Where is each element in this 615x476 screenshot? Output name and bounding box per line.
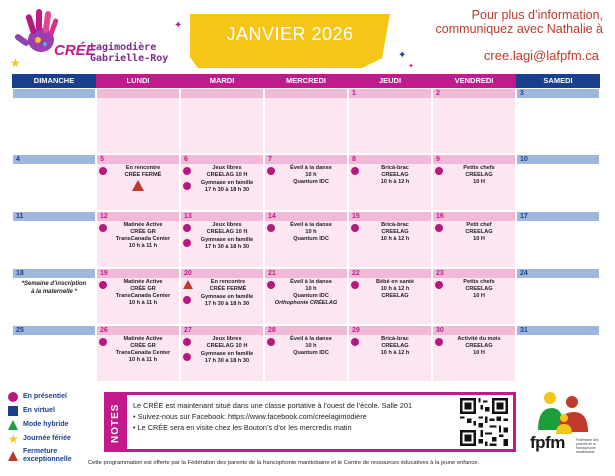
legend-item bbox=[8, 446, 100, 466]
event-line: Petits chefs bbox=[463, 279, 495, 285]
legend-item bbox=[8, 390, 100, 404]
event-line: CRÉE FERMÉ bbox=[124, 172, 162, 178]
day-number: 15 bbox=[349, 212, 431, 221]
in-person-icon bbox=[435, 338, 443, 346]
in-person-icon bbox=[99, 224, 107, 232]
in-person-icon bbox=[183, 296, 191, 304]
day-cell bbox=[180, 325, 264, 382]
notes-label: NOTES bbox=[107, 395, 127, 449]
event-line: CREELAG bbox=[465, 172, 493, 178]
day-number: 28 bbox=[265, 326, 347, 335]
event-line: CRÉE GR bbox=[130, 286, 156, 292]
event bbox=[97, 278, 179, 307]
day-cell bbox=[516, 211, 600, 268]
in-person-icon bbox=[267, 281, 275, 289]
event-line: Quantum IDC bbox=[293, 293, 329, 299]
day-number: 9 bbox=[433, 155, 515, 164]
event-line: Gymnase en famille bbox=[200, 351, 254, 357]
legend-label: Fermeture exceptionnelle bbox=[23, 448, 72, 463]
in-person-icon bbox=[351, 281, 359, 289]
weekday-header: LUNDI bbox=[96, 74, 180, 88]
day-number: 2 bbox=[433, 89, 515, 98]
weekday-header: VENDREDI bbox=[432, 74, 516, 88]
day-cell bbox=[516, 154, 600, 211]
event bbox=[433, 278, 515, 300]
registration-note: *Semaine d’inscription à la maternelle * bbox=[21, 281, 87, 295]
in-person-icon bbox=[351, 224, 359, 232]
weekday-header: MARDI bbox=[180, 74, 264, 88]
in-person-icon bbox=[183, 338, 191, 346]
event-line: 17 h 30 à 18 h 30 bbox=[204, 358, 250, 364]
closure-alert-icon bbox=[132, 180, 144, 191]
day-number: 11 bbox=[13, 212, 95, 221]
day-cell bbox=[516, 88, 600, 154]
weekday-header-row bbox=[12, 74, 600, 88]
event bbox=[349, 164, 431, 186]
day-number bbox=[265, 89, 347, 98]
day-cell bbox=[432, 154, 516, 211]
contact-line1: Pour plus d’information, bbox=[471, 8, 603, 22]
day-number: 13 bbox=[181, 212, 263, 221]
day-number: 20 bbox=[181, 269, 263, 278]
day-cell bbox=[432, 325, 516, 382]
in-person-icon bbox=[183, 239, 191, 247]
event-line: CREELAG 10 H bbox=[206, 172, 248, 178]
day-number: 18 bbox=[13, 269, 95, 278]
event-line: Bricà-brac bbox=[381, 165, 409, 171]
event-line: 10 h à 12 h bbox=[380, 286, 410, 292]
event-line: Quantum IDC bbox=[293, 350, 329, 356]
logo-school-line2: Gabrielle-Roy bbox=[90, 53, 169, 64]
day-number: 6 bbox=[181, 155, 263, 164]
logo-school-line1: Lagimodière bbox=[90, 42, 157, 53]
day-number: 27 bbox=[181, 326, 263, 335]
day-number: 14 bbox=[265, 212, 347, 221]
event-line: Matinée Active bbox=[123, 222, 163, 228]
event bbox=[97, 221, 179, 250]
calendar-week bbox=[12, 88, 600, 154]
day-cell bbox=[96, 268, 180, 325]
day-cell bbox=[348, 211, 432, 268]
day-cell bbox=[12, 268, 96, 325]
event bbox=[349, 335, 431, 357]
partner-tagline: Fédération des parents de la francophonie manitobaine bbox=[576, 438, 599, 454]
weekday-header: SAMEDI bbox=[516, 74, 600, 88]
calendar-week bbox=[12, 154, 600, 211]
day-cell bbox=[96, 154, 180, 211]
event-line: CREELAG bbox=[381, 293, 409, 299]
event-line: 10 h à 11 h bbox=[128, 243, 158, 249]
day-cell bbox=[264, 325, 348, 382]
sparkle-icon: ✦ bbox=[408, 63, 414, 70]
event-line: Quantum IDC bbox=[293, 236, 329, 242]
event-line: 10 h à 11 h bbox=[128, 357, 158, 363]
legend-label: Journée fériée bbox=[23, 435, 71, 442]
day-cell bbox=[96, 211, 180, 268]
event-line: Bébé en santé bbox=[376, 279, 414, 285]
day-number: 3 bbox=[517, 89, 599, 98]
event-line: Éveil à la danse bbox=[290, 165, 332, 171]
day-cell bbox=[432, 211, 516, 268]
event-line: 10 h bbox=[305, 343, 317, 349]
logo-school-name bbox=[90, 42, 168, 64]
event bbox=[433, 221, 515, 243]
holiday-star-icon: ★ bbox=[8, 432, 19, 446]
day-cell bbox=[264, 154, 348, 211]
event-line: 17 h 30 à 18 h 30 bbox=[204, 187, 250, 193]
event-line: En rencontre bbox=[210, 279, 246, 285]
event bbox=[265, 164, 347, 186]
day-number: 16 bbox=[433, 212, 515, 221]
event-line: TransCanada Center bbox=[115, 350, 171, 356]
day-cell bbox=[12, 154, 96, 211]
qr-code-icon[interactable] bbox=[460, 398, 508, 446]
legend-label: En présentiel bbox=[23, 393, 67, 400]
event-line: TransCanada Center bbox=[115, 293, 171, 299]
event-line: CRÉE GR bbox=[130, 229, 156, 235]
day-cell bbox=[516, 325, 600, 382]
in-person-icon bbox=[8, 392, 18, 402]
day-number: 30 bbox=[433, 326, 515, 335]
event-line: 17 h 30 à 18 h 30 bbox=[204, 244, 250, 250]
virtual-icon bbox=[8, 406, 18, 416]
calendar-week bbox=[12, 211, 600, 268]
day-cell bbox=[180, 88, 264, 154]
day-cell bbox=[348, 88, 432, 154]
day-cell bbox=[516, 268, 600, 325]
event bbox=[181, 278, 263, 293]
day-cell bbox=[96, 88, 180, 154]
event-line: CREELAG bbox=[465, 286, 493, 292]
event-line: Jeux libres bbox=[212, 222, 242, 228]
day-cell bbox=[264, 268, 348, 325]
event-line: TransCanada Center bbox=[115, 236, 171, 242]
event-line: CREELAG bbox=[381, 343, 409, 349]
event-line: En rencontre bbox=[125, 165, 161, 171]
event-line: 10 H bbox=[473, 293, 485, 299]
event-line: 10 H bbox=[473, 179, 485, 185]
star-icon: ★ bbox=[10, 56, 21, 70]
event-line: Gymnase en famille bbox=[200, 180, 254, 186]
event-line: CREELAG bbox=[465, 343, 493, 349]
day-cell bbox=[12, 88, 96, 154]
event bbox=[181, 293, 263, 308]
event-line: Gymnase en famille bbox=[200, 294, 254, 300]
day-cell bbox=[348, 325, 432, 382]
event-line: Jeux libres bbox=[212, 165, 242, 171]
in-person-icon bbox=[351, 338, 359, 346]
day-number bbox=[13, 89, 95, 98]
event bbox=[433, 164, 515, 186]
weekday-header: MERCREDI bbox=[264, 74, 348, 88]
day-number: 8 bbox=[349, 155, 431, 164]
in-person-icon bbox=[435, 167, 443, 175]
event-line: Matinée Active bbox=[123, 279, 163, 285]
notes-box bbox=[104, 392, 516, 452]
event-line: Activité du mois bbox=[457, 336, 501, 342]
in-person-icon bbox=[99, 167, 107, 175]
event-line: 10 h à 12 h bbox=[380, 350, 410, 356]
closure-alert-icon bbox=[8, 451, 18, 461]
day-cell bbox=[12, 325, 96, 382]
day-cell bbox=[180, 154, 264, 211]
month-title: JANVIER 2026 bbox=[226, 24, 354, 44]
event bbox=[181, 179, 263, 194]
event bbox=[265, 278, 347, 300]
day-number: 21 bbox=[265, 269, 347, 278]
notes-content bbox=[133, 400, 463, 433]
in-person-icon bbox=[99, 281, 107, 289]
in-person-icon bbox=[183, 167, 191, 175]
event bbox=[181, 164, 263, 179]
day-cell bbox=[180, 211, 264, 268]
day-number: 31 bbox=[517, 326, 599, 335]
day-number: 23 bbox=[433, 269, 515, 278]
in-person-icon bbox=[435, 224, 443, 232]
event-line: 10 h à 12 h bbox=[380, 179, 410, 185]
legend-label: En virtuel bbox=[23, 407, 55, 414]
event bbox=[265, 335, 347, 357]
contact-email-link[interactable]: cree.lagi@lafpfm.ca bbox=[483, 48, 599, 63]
event-line: CRÉE FERMÉ bbox=[209, 286, 247, 292]
day-cell bbox=[12, 211, 96, 268]
day-number bbox=[181, 89, 263, 98]
event-line: 10 h à 12 h bbox=[380, 236, 410, 242]
day-number: 29 bbox=[349, 326, 431, 335]
in-person-icon bbox=[435, 281, 443, 289]
star-icon: ✦ bbox=[174, 20, 183, 31]
in-person-icon bbox=[183, 353, 191, 361]
contact-info bbox=[383, 8, 603, 36]
in-person-icon bbox=[183, 182, 191, 190]
day-number bbox=[97, 89, 179, 98]
event-line: Bricà-brac bbox=[381, 222, 409, 228]
in-person-icon bbox=[267, 224, 275, 232]
day-cell bbox=[264, 88, 348, 154]
event bbox=[181, 221, 263, 236]
partner-name: fpfm bbox=[530, 433, 565, 452]
event-line: CREELAG 10 H bbox=[206, 343, 248, 349]
day-number: 4 bbox=[13, 155, 95, 164]
event-line: 10 h bbox=[305, 229, 317, 235]
day-cell bbox=[432, 88, 516, 154]
event-line: CREELAG bbox=[381, 229, 409, 235]
event-line: 10 h à 11 h bbox=[128, 300, 158, 306]
event-line: Petit chef bbox=[466, 222, 492, 228]
day-number: 5 bbox=[97, 155, 179, 164]
event-line: Quantum IDC bbox=[293, 179, 329, 185]
day-cell bbox=[432, 268, 516, 325]
event-line: Bricà-brac bbox=[381, 336, 409, 342]
event bbox=[265, 221, 347, 243]
event bbox=[349, 278, 431, 300]
event-line: CREELAG bbox=[465, 229, 493, 235]
event-line: 10 H bbox=[473, 350, 485, 356]
closure-alert-icon bbox=[183, 280, 193, 289]
logo-brand: CRÉE bbox=[54, 42, 96, 59]
legend-item bbox=[8, 418, 100, 432]
event-line: CREELAG bbox=[381, 172, 409, 178]
notes-line: Le CRÉE est maintenant situé dans une classe portative à l’ouest de l’école. Salle 201 bbox=[133, 401, 413, 410]
weekday-header: DIMANCHE bbox=[12, 74, 96, 88]
day-cell bbox=[348, 268, 432, 325]
event-line: 17 h 30 à 18 h 30 bbox=[204, 301, 250, 307]
legend-label: Mode hybride bbox=[23, 421, 69, 428]
day-number: 24 bbox=[517, 269, 599, 278]
in-person-icon bbox=[183, 224, 191, 232]
notes-line-facebook[interactable]: • Suivez-nous sur Facebook: https://www.facebook.com/creelagimodière bbox=[133, 412, 367, 421]
event-line: Éveil à la danse bbox=[290, 336, 332, 342]
event-line: Matinée Active bbox=[123, 336, 163, 342]
legend-item bbox=[8, 432, 100, 446]
day-cell bbox=[180, 268, 264, 325]
event-line: CREELAG 10 H bbox=[206, 229, 248, 235]
event bbox=[97, 335, 179, 364]
notes-line: • Le CRÉE sera en visite chez les Bouton’s d’or les mercredis matin bbox=[133, 423, 352, 432]
event-line: CRÉE GR bbox=[130, 343, 156, 349]
event bbox=[433, 335, 515, 357]
event-line: Éveil à la danse bbox=[290, 222, 332, 228]
day-number: 19 bbox=[97, 269, 179, 278]
day-number: 7 bbox=[265, 155, 347, 164]
day-number: 12 bbox=[97, 212, 179, 221]
event bbox=[181, 335, 263, 350]
in-person-icon bbox=[267, 167, 275, 175]
calendar-week bbox=[12, 325, 600, 382]
in-person-icon bbox=[351, 167, 359, 175]
day-number: 1 bbox=[349, 89, 431, 98]
weekday-header: JEUDI bbox=[348, 74, 432, 88]
sparkle-icon: ✦ bbox=[398, 50, 407, 61]
event bbox=[349, 221, 431, 243]
day-number: 10 bbox=[517, 155, 599, 164]
event-line: Jeux libres bbox=[212, 336, 242, 342]
event-line: 10 h bbox=[305, 172, 317, 178]
day-number: 22 bbox=[349, 269, 431, 278]
day-number: 26 bbox=[97, 326, 179, 335]
hybrid-icon bbox=[8, 420, 18, 430]
day-cell bbox=[348, 154, 432, 211]
cree-logo bbox=[8, 4, 198, 74]
calendar-week bbox=[12, 268, 600, 325]
event bbox=[181, 236, 263, 251]
event-line: Petits chefs bbox=[463, 165, 495, 171]
day-cell bbox=[96, 325, 180, 382]
contact-line2: communiquez avec Nathalie à bbox=[435, 22, 603, 36]
footer-credit: Cette programmation est offerte par la Fédération des parents de la francophonie manitobaine et le Centre de ressources éducatives à la jeune enfance. bbox=[88, 460, 480, 466]
legend-item bbox=[8, 404, 100, 418]
event bbox=[97, 164, 179, 179]
calendar-grid bbox=[12, 74, 600, 382]
event-line: 10 h bbox=[305, 286, 317, 292]
event bbox=[181, 350, 263, 365]
day-cell bbox=[264, 211, 348, 268]
in-person-icon bbox=[267, 338, 275, 346]
in-person-icon bbox=[99, 338, 107, 346]
legend bbox=[8, 390, 100, 466]
day-number: 17 bbox=[517, 212, 599, 221]
event-line: Éveil à la danse bbox=[290, 279, 332, 285]
event-line: Gymnase en famille bbox=[200, 237, 254, 243]
day-number: 25 bbox=[13, 326, 95, 335]
speech-therapy-note: Orthophonie CRÉELAG bbox=[274, 300, 338, 306]
event-line: 10 H bbox=[473, 236, 485, 242]
